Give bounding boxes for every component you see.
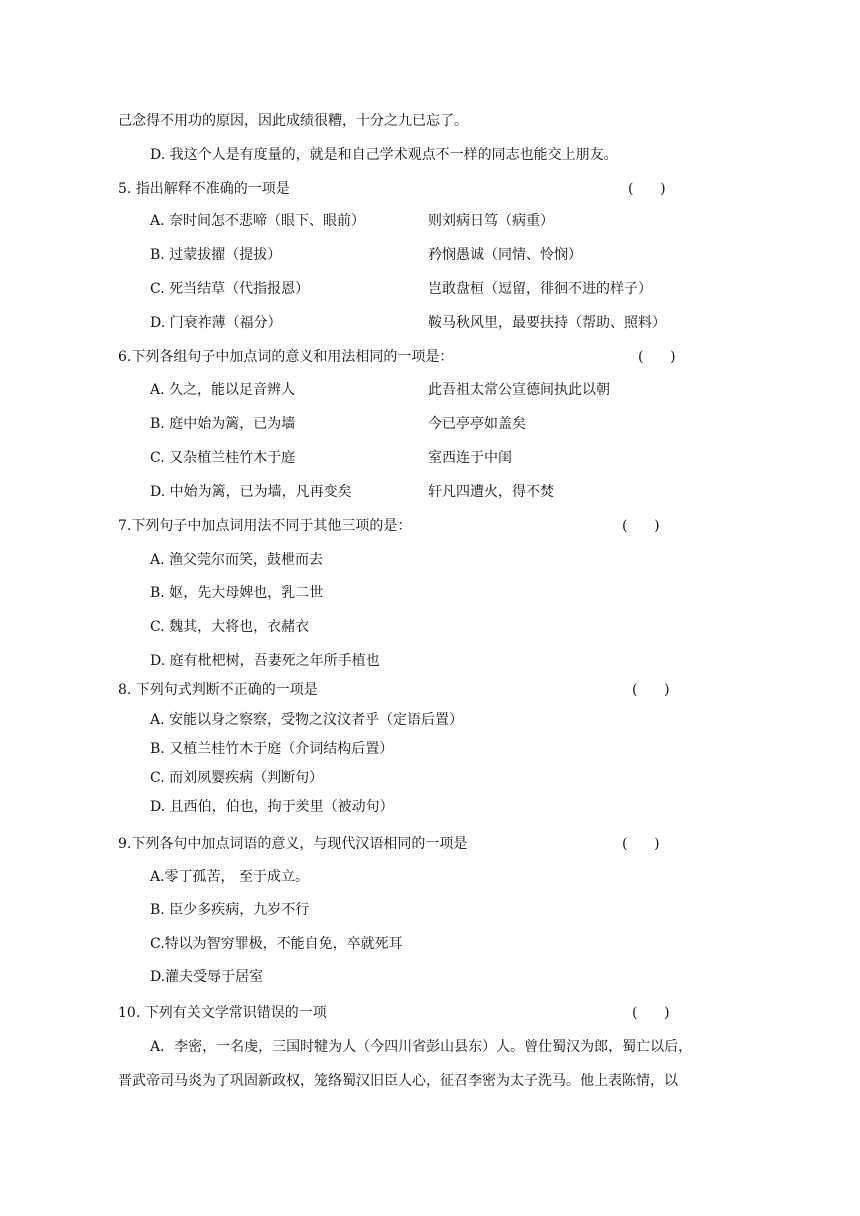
answer-blank: ( ): [622, 836, 660, 852]
answer-blank: ( ): [638, 349, 676, 365]
option-c-left: C. 死当结草（代指报恩）: [150, 281, 310, 297]
option-b: B. 妪，先大母婢也，乳二世: [150, 585, 324, 601]
question-7: 7.下列句子中加点词用法不同于其他三项的是：: [118, 518, 412, 534]
question-6: 6.下列各组句子中加点词的意义和用法相同的一项是：: [118, 349, 454, 365]
answer-blank: ( ): [632, 1005, 670, 1021]
option-c: C. 魏其，大将也，衣赭衣: [150, 619, 310, 635]
option-d-left: D. 门衰祚薄（福分）: [150, 315, 282, 331]
option-a-left: A. 奈时间怎不悲啼（眼下、眼前）: [150, 213, 366, 229]
option-a: A. 安能以身之察察，受物之汶汶者乎（定语后置）: [150, 712, 464, 728]
option-a-line-2: 晋武帝司马炎为了巩固新政权，笼络蜀汉旧臣人心，征召李密为太子洗马。他上表陈情，以: [118, 1073, 678, 1089]
option-b-left: B. 过蒙拔擢（提拔）: [150, 247, 282, 263]
option-d: D. 我这个人是有度量的，就是和自己学术观点不一样的同志也能交上朋友。: [150, 147, 618, 163]
option-c-right: 室西连于中闺: [428, 450, 512, 466]
option-b-right: 矜悯愚诚（同情、怜悯）: [428, 247, 582, 263]
option-d: D. 且西伯，伯也，拘于羑里（被动句）: [150, 799, 394, 815]
option-d-right: 鞍马秋风里，最要扶持（帮助、照料）: [428, 315, 666, 331]
option-a-left: A. 久之，能以足音辨人: [150, 382, 296, 398]
option-b-right: 今已亭亭如盖矣: [428, 416, 526, 432]
answer-blank: ( ): [632, 682, 670, 698]
option-d: D.灌夫受辱于居室: [150, 969, 264, 985]
question-5: 5. 指出解释不准确的一项是: [118, 181, 290, 197]
option-a-line-1: A．李密，一名虔，三国时犍为人（今四川省彭山县东）人。曾仕蜀汉为郎，蜀亡以后，: [150, 1039, 693, 1055]
answer-blank: ( ): [622, 518, 660, 534]
option-a-right: 则刘病日笃（病重）: [428, 213, 554, 229]
option-d: D. 庭有枇杷树，吾妻死之年所手植也: [150, 653, 380, 669]
answer-blank: ( ): [628, 181, 666, 197]
option-d-right: 轩凡四遭火，得不焚: [428, 484, 554, 500]
option-c: C. 而刘夙婴疾病（判断句）: [150, 770, 324, 786]
option-b-left: B. 庭中始为篱，已为墙: [150, 416, 296, 432]
question-9: 9.下列各句中加点词语的意义，与现代汉语相同的一项是: [118, 836, 468, 852]
option-b: B. 又植兰桂竹木于庭（介词结构后置）: [150, 741, 394, 757]
option-c-right: 岂敢盘桓（逗留，徘徊不进的样子）: [428, 281, 652, 297]
option-d-left: D. 中始为篱，已为墙，凡再变矣: [150, 484, 352, 500]
option-c: C.特以为智穷罪极，不能自免，卒就死耳: [150, 936, 403, 952]
option-a: A. 渔父莞尔而笑，鼓枻而去: [150, 552, 324, 568]
option-a: A.零丁孤苦， 至于成立。: [150, 869, 310, 885]
option-b: B. 臣少多疾病，九岁不行: [150, 902, 310, 918]
option-c-left: C. 又杂植兰桂竹木于庭: [150, 450, 296, 466]
text-line: 己念得不用功的原因，因此成绩很糟，十分之九已忘了。: [118, 113, 468, 129]
question-10: 10. 下列有关文学常识错误的一项: [118, 1005, 327, 1021]
option-a-right: 此吾祖太常公宣德间执此以朝: [428, 382, 610, 398]
question-8: 8. 下列句式判断不正确的一项是: [118, 682, 318, 698]
